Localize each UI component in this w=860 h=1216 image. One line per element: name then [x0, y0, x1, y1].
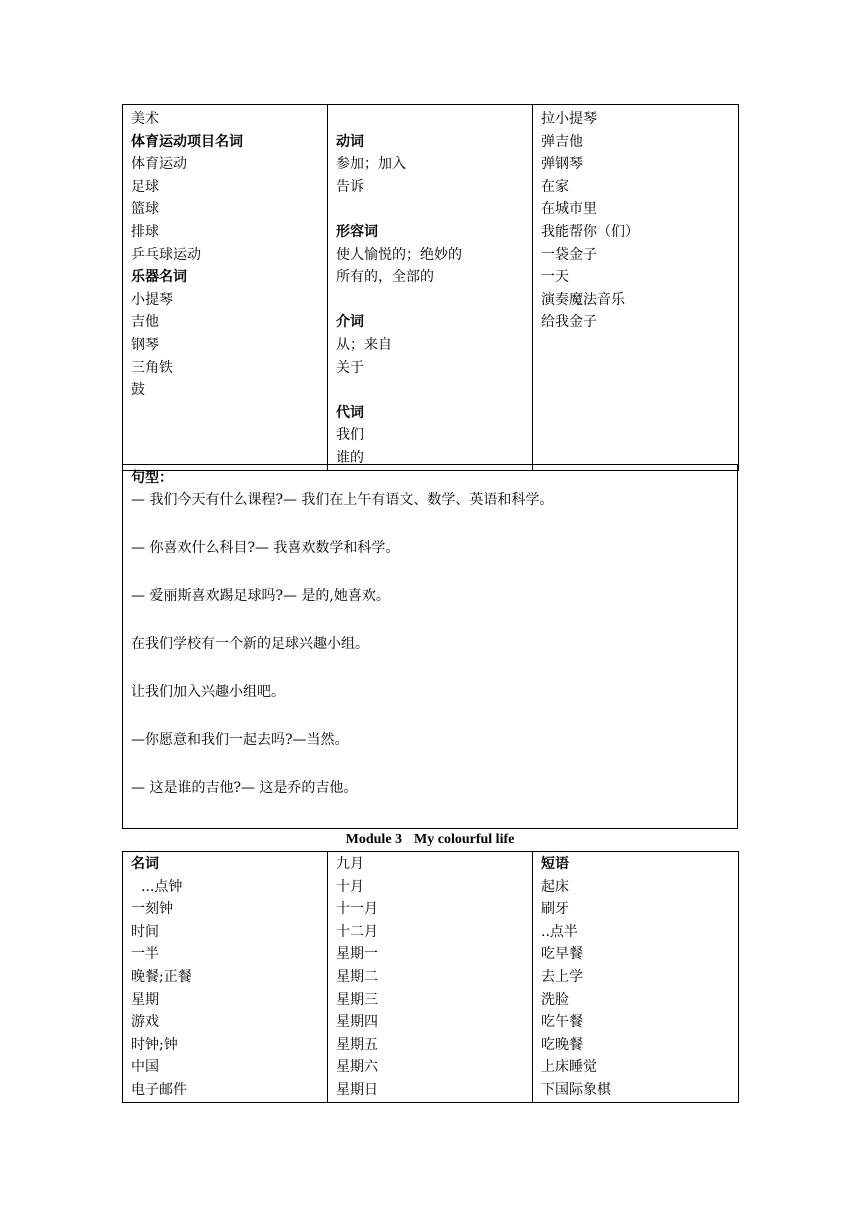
table-cell-nouns [123, 105, 328, 471]
word-entry: 使人愉悦的；绝妙的 [336, 246, 462, 263]
word-entry: 排球 [131, 223, 159, 240]
sentence-pattern: — 我们今天有什么课程?— 我们在上午有语文、数学、英语和科学。 [131, 492, 554, 508]
word-entry: 一袋金子 [541, 246, 597, 263]
word-entry: 吃晚餐 [541, 1036, 583, 1053]
sentence-pattern: 让我们加入兴趣小组吧。 [131, 684, 285, 700]
word-entry: 一天 [541, 269, 569, 286]
word-entry: 鼓 [131, 382, 145, 399]
word-entry: 星期六 [336, 1059, 378, 1076]
word-entry: 足球 [131, 178, 159, 195]
word-entry: 吃午餐 [541, 1014, 583, 1031]
category-heading: 代词 [336, 404, 364, 421]
word-entry: 十一月 [336, 901, 378, 918]
table-cell-months-days [328, 852, 533, 1103]
sentence-pattern: — 这是谁的吉他?— 这是乔的吉他。 [131, 780, 358, 796]
word-entry: 星期日 [336, 1081, 378, 1098]
word-entry: 三角铁 [131, 359, 173, 376]
sentence-pattern: 在我们学校有一个新的足球兴趣小组。 [131, 636, 369, 652]
word-entry: 谁的 [336, 449, 364, 466]
table-row [123, 465, 738, 829]
word-entry: 从；来自 [336, 336, 392, 353]
vocabulary-table-module2 [122, 104, 739, 471]
word-entry: 刷牙 [541, 901, 569, 918]
category-heading: 形容词 [336, 223, 378, 240]
word-entry: 下国际象棋 [541, 1081, 611, 1098]
word-entry: 我们 [336, 427, 364, 444]
word-entry: 告诉 [336, 178, 364, 195]
word-list [541, 108, 738, 334]
table-cell-nouns [123, 852, 328, 1103]
word-entry: 所有的，全部的 [336, 269, 434, 286]
word-entry: 星期一 [336, 946, 378, 963]
word-entry: 在家 [541, 178, 569, 195]
word-entry: 游戏 [131, 1014, 159, 1031]
word-entry: 去上学 [541, 968, 583, 985]
word-entry: 起床 [541, 878, 569, 895]
word-entry: 体育运动 [131, 156, 187, 173]
word-entry: 给我金子 [541, 314, 597, 331]
sentence-patterns-heading: 句型： [131, 470, 173, 486]
vocabulary-table-module3 [122, 851, 739, 1103]
word-entry: 弹钢琴 [541, 156, 583, 173]
word-entry: 篮球 [131, 201, 159, 218]
word-list [336, 108, 532, 470]
category-heading: 短语 [541, 856, 569, 872]
word-entry: 吃早餐 [541, 946, 583, 963]
word-entry: 我能帮你（们） [541, 223, 639, 240]
word-entry: 参加；加入 [336, 156, 406, 173]
word-list [541, 853, 738, 1102]
word-entry: 洗脸 [541, 991, 569, 1008]
sentence-pattern: — 你喜欢什么科目?— 我喜欢数学和科学。 [131, 540, 400, 556]
sentence-pattern: —你愿意和我们一起去吗?—当然。 [131, 732, 349, 748]
word-entry [336, 108, 532, 131]
module-label: Module 3 [345, 832, 403, 847]
word-entry: 美术 [131, 111, 159, 127]
word-entry: 时间 [131, 923, 159, 940]
word-entry: 十月 [336, 878, 364, 895]
word-entry: 时钟;钟 [131, 1036, 178, 1053]
word-entry: 乒乓球运动 [131, 246, 201, 263]
table-cell-parts-of-speech [328, 105, 533, 471]
word-entry: ..点半 [541, 923, 578, 940]
word-entry: 在城市里 [541, 201, 597, 218]
word-list [131, 853, 327, 1102]
table-cell-phrases [533, 852, 739, 1103]
table-row [123, 852, 739, 1103]
word-entry: 上床睡觉 [541, 1059, 597, 1076]
word-entry: 星期五 [336, 1036, 378, 1053]
table-row [123, 105, 739, 471]
word-entry: 一刻钟 [131, 901, 173, 918]
word-entry [336, 289, 532, 312]
word-list [336, 853, 532, 1102]
word-entry [336, 379, 532, 402]
sentence-list [131, 489, 737, 799]
word-entry: 吉他 [131, 314, 159, 331]
category-heading: 名词 [131, 856, 159, 872]
word-entry: 一半 [131, 946, 159, 963]
word-entry: 弹吉他 [541, 133, 583, 150]
word-entry: 中国 [131, 1059, 159, 1076]
word-entry [336, 198, 532, 221]
word-entry: 小提琴 [131, 291, 173, 308]
sentence-patterns-cell [123, 465, 738, 829]
category-heading: 乐器名词 [131, 269, 187, 286]
word-entry: 钢琴 [131, 336, 159, 353]
word-entry: 星期二 [336, 968, 378, 985]
module-name: My colourful life [414, 832, 515, 847]
word-entry: 星期四 [336, 1014, 378, 1031]
word-entry: 电子邮件 [131, 1081, 187, 1098]
word-entry: 九月 [336, 856, 364, 872]
word-entry: 关于 [336, 359, 364, 376]
category-heading: 介词 [336, 314, 364, 331]
category-heading: 动词 [336, 133, 364, 150]
table-cell-phrases [533, 105, 739, 471]
word-entry: 星期 [131, 991, 159, 1008]
word-list [131, 108, 327, 402]
sentence-pattern: — 爱丽斯喜欢踢足球吗?— 是的,她喜欢。 [131, 588, 390, 604]
sentence-patterns-table [122, 464, 738, 829]
module-title [122, 830, 738, 850]
word-entry: 星期三 [336, 991, 378, 1008]
word-entry: ...点钟 [141, 878, 183, 895]
word-entry: 拉小提琴 [541, 111, 597, 127]
word-entry: 晚餐;正餐 [131, 968, 192, 985]
word-entry: 演奏魔法音乐 [541, 291, 625, 308]
word-entry: 十二月 [336, 923, 378, 940]
category-heading: 体育运动项目名词 [131, 133, 243, 150]
